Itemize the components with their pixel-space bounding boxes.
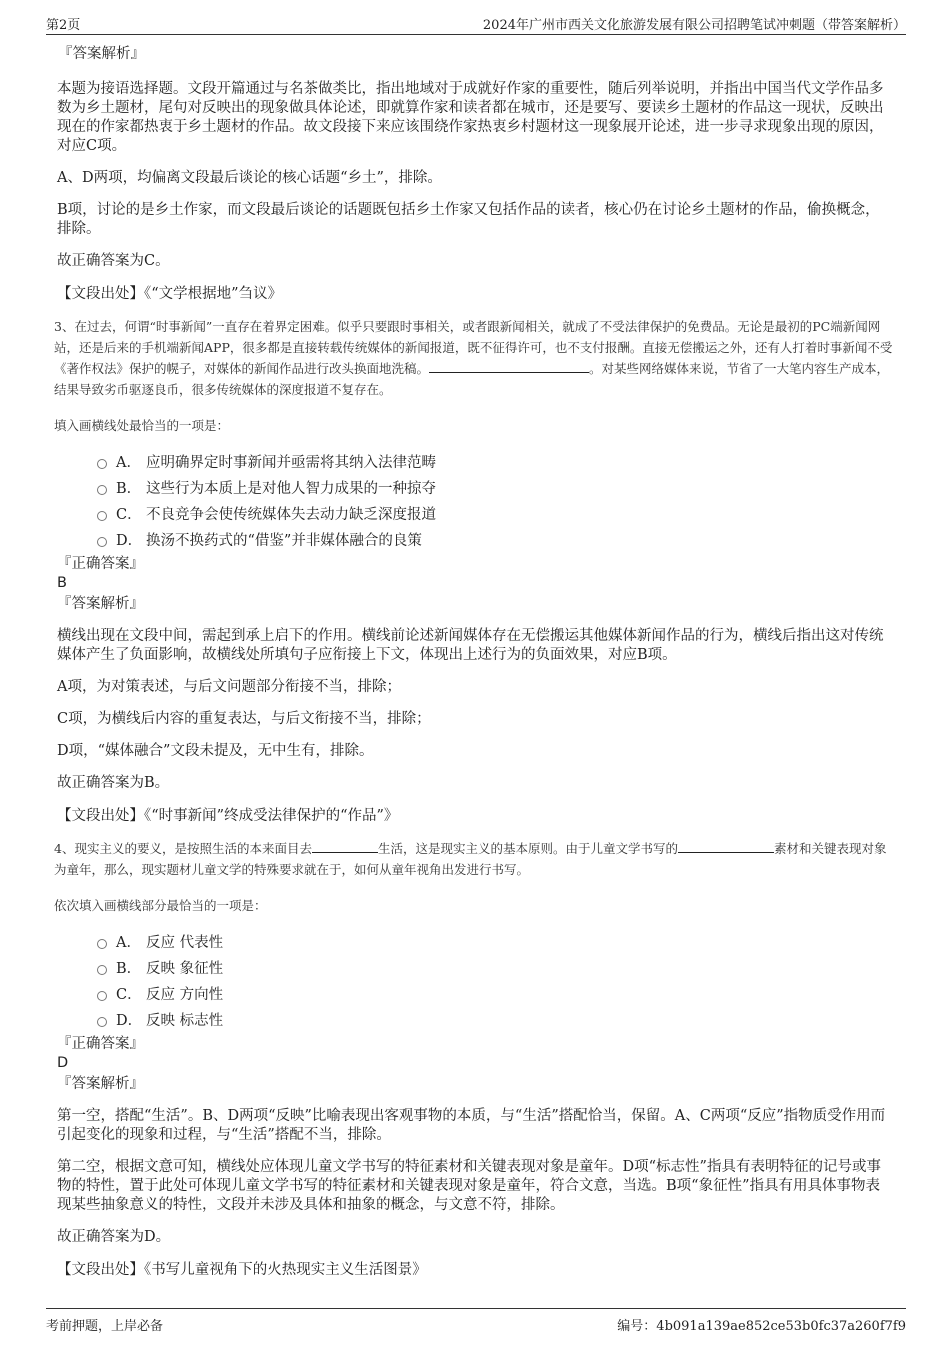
page-footer — [46, 1308, 906, 1337]
q3-stem-after: 。对某些网络媒体来说，节省了一大笔内容生产成本，结果导致劣币驱逐良币，很多传统媒体的深度报道不复存在。 — [54, 361, 890, 397]
q4-option-d[interactable] — [97, 1006, 893, 1032]
document-body — [54, 44, 893, 1280]
option-letter: B． — [116, 480, 142, 497]
q4-stem-b: 生活，这是现实主义的基本原则。由于儿童文学书写的 — [377, 841, 678, 856]
q3-correct-label: 『正确答案』 — [57, 556, 144, 572]
radio-icon[interactable] — [97, 965, 107, 975]
q4-correct-label: 『正确答案』 — [57, 1036, 144, 1052]
option-letter: C． — [116, 506, 142, 523]
q4-analysis-para-3: 故正确答案为D。 — [57, 1229, 171, 1245]
q4-analysis-para-1: 第一空，搭配“生活”。B、D两项“反映”比喻表现出客观事物的本质，与“生活”搭配恰当，保留。A、C两项“反应”指物质受作用而引起变化的现象和过程，与“生活”搭配不当，排除。 — [57, 1108, 886, 1143]
radio-icon[interactable] — [97, 485, 107, 495]
option-letter: D． — [116, 532, 143, 549]
option-text: 反应 代表性 — [146, 934, 224, 951]
q3-correct-answer: B — [57, 575, 67, 591]
q3-prompt: 填入画横线处最恰当的一项是： — [54, 418, 230, 433]
q4-analysis-label: 『答案解析』 — [57, 1076, 144, 1092]
q4-correct-answer: D — [57, 1055, 69, 1071]
q4-option-c[interactable] — [97, 980, 893, 1006]
radio-icon[interactable] — [97, 991, 107, 1001]
q2-analysis-para-3: B项，讨论的是乡土作家，而文段最后谈论的话题既包括乡土作家又包括作品的读者，核心仍在讨论乡土题材的作品，偷换概念，排除。 — [57, 202, 880, 237]
q2-analysis-para-1: 本题为接语选择题。文段开篇通过与名茶做类比，指出地域对于成就好作家的重要性，随后列举说明，并指出中国当代文学作品多数为乡土题材，尾句对反映出的现象做具体论述，即就算作家和读者都在城市，还是要写、要读乡土题材的作品这一现状，反映出现在的作家都热衷于乡土题材的作品。故文段接下来应该围绕作家热衷乡村题材这一现象展开论述，进一步寻求现象出现的原因，对应C项。 — [57, 81, 884, 154]
q2-source: 【文段出处】《“文学根据地”刍议》 — [57, 286, 283, 302]
q4-options — [97, 928, 893, 1032]
q3-options — [97, 448, 893, 552]
page-number: 第2页 — [46, 18, 81, 33]
q4-option-a[interactable] — [97, 928, 893, 954]
q4-stem-a: 4、现实主义的要义，是按照生活的本来面目去 — [54, 841, 312, 856]
option-text: 应明确界定时事新闻并亟需将其纳入法律范畴 — [146, 454, 436, 471]
option-text: 反映 象征性 — [146, 960, 224, 977]
q2-analysis-para-2: A、D两项，均偏离文段最后谈论的核心话题“乡土”，排除。 — [57, 170, 442, 186]
q4-blank-1 — [312, 839, 378, 853]
q4-source: 【文段出处】《书写儿童视角下的火热现实主义生活图景》 — [57, 1262, 427, 1278]
radio-icon[interactable] — [97, 511, 107, 521]
option-letter: D． — [116, 1012, 143, 1029]
q3-blank — [429, 359, 589, 373]
q2-analysis-para-4: 故正确答案为C。 — [57, 253, 170, 269]
option-letter: A． — [116, 454, 141, 471]
q3-analysis-para-5: 故正确答案为B。 — [57, 775, 170, 791]
footer-slogan: 考前押题，上岸必备 — [46, 1319, 164, 1334]
q3-analysis-label: 『答案解析』 — [57, 596, 144, 612]
q3-stem — [54, 316, 893, 400]
q2-analysis-label: 『答案解析』 — [58, 46, 145, 62]
q4-stem-c: 素材和关键表现对象为童年，那么，现实题材儿童文学的特殊要求就在于，如何从童年视角出发进行书写。 — [54, 841, 887, 877]
q3-stem-before: 3、在过去，何谓“时事新闻”一直存在着界定困难。似乎只要跟时事相关，或者跟新闻相关，就成了不受法律保护的免费品。无论是最初的PC端新闻网站，还是后来的手机端新闻APP，很多都是直接转载传统媒体的新闻报道，既不征得许可，也不支付报酬。直接无偿搬运之外，还有人打着时事新闻不受《著作权法》保护的幌子，对媒体的新闻作品进行改头换面地洗稿。 — [54, 319, 893, 376]
q3-option-d[interactable] — [97, 526, 893, 552]
option-letter: A． — [116, 934, 141, 951]
option-letter: B． — [116, 960, 142, 977]
q3-option-a[interactable] — [97, 448, 893, 474]
document-title: 2024年广州市西关文化旅游发展有限公司招聘笔试冲刺题（带答案解析） — [482, 18, 906, 33]
q3-analysis-para-1: 横线出现在文段中间，需起到承上启下的作用。横线前论述新闻媒体存在无偿搬运其他媒体新闻作品的行为，横线后指出这对传统媒体产生了负面影响，故横线处所填句子应衔接上下文，体现出上述行为的负面效果，对应B项。 — [57, 628, 884, 663]
radio-icon[interactable] — [97, 459, 107, 469]
q3-option-b[interactable] — [97, 474, 893, 500]
page-header — [46, 12, 906, 35]
q3-option-c[interactable] — [97, 500, 893, 526]
option-text: 反应 方向性 — [146, 986, 224, 1003]
q3-source: 【文段出处】《“时事新闻”终成受法律保护的“作品”》 — [57, 808, 399, 824]
q4-prompt: 依次填入画横线部分最恰当的一项是： — [54, 898, 267, 913]
q4-blank-2 — [678, 839, 774, 853]
option-text: 换汤不换药式的“借鉴”并非媒体融合的良策 — [146, 532, 422, 549]
option-letter: C． — [116, 986, 142, 1003]
q3-analysis-para-4: D项，“媒体融合”文段未提及，无中生有，排除。 — [57, 743, 374, 759]
option-text: 这些行为本质上是对他人智力成果的一种掠夺 — [146, 480, 436, 497]
q4-analysis-para-2: 第二空，根据文意可知，横线处应体现儿童文学书写的特征素材和关键表现对象是童年。D项“标志性”指具有表明特征的记号或事物的特性，置于此处可体现儿童文学书写的特征素材和关键表现对象是童年，符合文意，当选。B项“象征性”指具有用具体事物表现某些抽象意义的特性，文段并未涉及具体和抽象的概念，与文意不符，排除。 — [57, 1159, 881, 1213]
option-text: 不良竞争会使传统媒体失去动力缺乏深度报道 — [146, 506, 436, 523]
q4-option-b[interactable] — [97, 954, 893, 980]
q3-analysis-para-3: C项，为横线后内容的重复表达，与后文衔接不当，排除； — [57, 711, 431, 727]
document-code: 编号：4b091a139ae852ce53b0fc37a260f7f9 — [617, 1319, 906, 1334]
q4-stem — [54, 838, 893, 880]
radio-icon[interactable] — [97, 1017, 107, 1027]
radio-icon[interactable] — [97, 939, 107, 949]
option-text: 反映 标志性 — [146, 1012, 224, 1029]
q3-analysis-para-2: A项，为对策表述，与后文问题部分衔接不当，排除； — [57, 679, 401, 695]
radio-icon[interactable] — [97, 537, 107, 547]
